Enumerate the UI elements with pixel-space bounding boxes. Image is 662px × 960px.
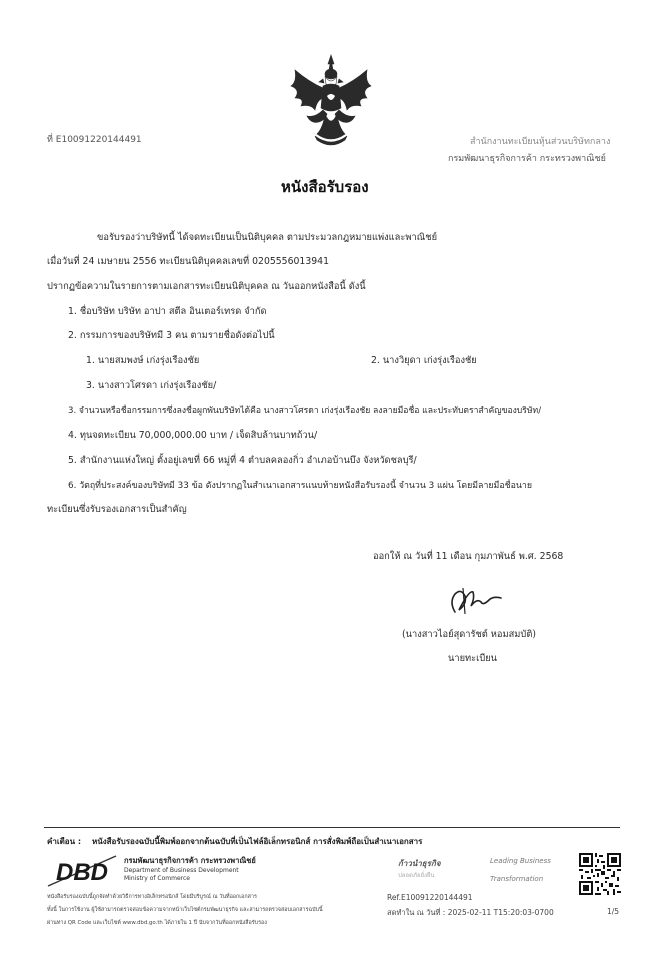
footer-slogan-en-1: Leading Business: [490, 857, 551, 865]
item-6-objectives-line-2: ทะเบียนซึ่งรับรองเอกสารเป็นสำคัญ: [47, 504, 187, 515]
footer-note-3: ผ่านทาง QR Code และเว็บไซต์ www.dbd.go.th ได้ภายใน 1 ปี นับจากวันที่ออกหนังสือรับรอง: [47, 920, 267, 926]
footer-slogan-th-2: ปลอดภัยยั่งยืน: [398, 872, 435, 879]
item-5-head-office: 5. สำนักงานแห่งใหญ่ ตั้งอยู่เลขที่ 66 หมู่ที่ 4 ตำบลคลองกิ่ว อำเภอบ้านบึง จังหวัดชลบุรี/: [68, 455, 417, 466]
item-1-company-name: 1. ชื่อบริษัท บริษัท อาปา สตีล อินเตอร์เทรด จำกัด: [68, 306, 267, 317]
dbd-logo-text: DBD: [56, 859, 108, 886]
issued-date: ออกให้ ณ วันที่ 11 เดือน กุมภาพันธ์ พ.ศ. 2568: [373, 551, 564, 562]
footer-slogan-th: ก้าวนำธุรกิจ: [398, 859, 441, 868]
item-6-objectives-line-1: 6. วัตถุที่ประสงค์ของบริษัทมี 33 ข้อ ดังปรากฏในสำเนาเอกสารแนบท้ายหนังสือรับรองนี้ จำนวน 3 แผ่น โดยมีลายมือชื่อนาย: [68, 481, 532, 491]
document-number: ที่ E10091220144491: [47, 135, 142, 145]
page-title: หนังสือรับรอง: [281, 178, 369, 196]
garuda-emblem-icon: [285, 52, 377, 150]
registrar-name: (นางสาวไอย์สุดารัชต์ หอมสมบัติ): [402, 629, 537, 640]
intro-line-1: ขอรับรองว่าบริษัทนี้ ได้จดทะเบียนเป็นนิติบุคคล ตามประมวลกฎหมายแพ่งและพาณิชย์: [97, 232, 438, 243]
director-2: 2. นางวิยุดา เก่งรุ่งเรืองชัย: [371, 355, 477, 366]
footer-note-1: หนังสือรับรองฉบับนี้ถูกจัดทำด้วยวิธีการทางอิเล็กทรอนิกส์ โดยมีบริบูรณ์ ณ วันที่ออกเอกสาร: [47, 894, 257, 900]
dbd-logo-icon: [46, 852, 118, 890]
reference-number: Ref.E10091220144491: [387, 893, 473, 902]
office-line-1: สำนักงานทะเบียนหุ้นส่วนบริษัทกลาง: [470, 137, 611, 147]
registrar-title: นายทะเบียน: [448, 653, 498, 664]
warning-text: หนังสือรับรองฉบับนี้พิมพ์ออกจากต้นฉบับที่เป็นไฟล์อิเล็กทรอนิกส์ การสั่งพิมพ์ถือเป็นสำเนาเอกสาร: [92, 837, 423, 846]
footer-dept-en-2: Ministry of Commerce: [124, 875, 190, 882]
intro-line-3: ปรากฏข้อความในรายการตามเอกสารทะเบียนนิติบุคคล ณ วันออกหนังสือนี้ ดังนี้: [47, 281, 366, 292]
item-4-capital: 4. ทุนจดทะเบียน 70,000,000.00 บาท / เจ็ดสิบล้านบาทถ้วน/: [68, 430, 318, 441]
registrar-signature: [445, 584, 505, 618]
footer-dept-en-1: Department of Business Development: [124, 867, 239, 874]
footer-divider: [44, 827, 620, 828]
office-line-2: กรมพัฒนาธุรกิจการค้า กระทรวงพาณิชย์: [448, 154, 606, 164]
footer-note-2: ทั้งนี้ ในการใช้งาน ผู้ใช้สามารถตรวจสอบข้อความจากหน้าเว็บไซต์กรมพัฒนาธุรกิจ และสามารถตรวจสอบเอกสารฉบับนี้: [47, 907, 323, 913]
item-2-directors: 2. กรรมการของบริษัทมี 3 คน ตามรายชื่อดังต่อไปนี้: [68, 330, 275, 341]
qr-code-icon[interactable]: [579, 853, 621, 895]
intro-line-2: เมื่อวันที่ 24 เมษายน 2556 ทะเบียนนิติบุคคลเลขที่ 0205556013941: [47, 256, 330, 267]
director-1: 1. นายสมพงษ์ เก่งรุ่งเรืองชัย: [86, 355, 200, 366]
item-3-signatories: 3. จำนวนหรือชื่อกรรมการซึ่งลงชื่อผูกพันบริษัทได้คือ นางสาวโศรดา เก่งรุ่งเรืองชัย ลงลายมือชื่อ และประทับตราสำคัญของบริษัท/: [68, 406, 542, 416]
director-3: 3. นางสาวโศรดา เก่งรุ่งเรืองชัย/: [86, 380, 217, 391]
print-date: สดทำใน ณ วันที่ : 2025-02-11 T15:20:03-0700: [387, 908, 554, 917]
warning-label: คำเตือน :: [47, 837, 82, 846]
footer-slogan-en-2: Transformation: [490, 875, 544, 883]
page-number: 1/5: [607, 907, 620, 916]
footer-dept-th: กรมพัฒนาธุรกิจการค้า กระทรวงพาณิชย์: [124, 856, 256, 865]
